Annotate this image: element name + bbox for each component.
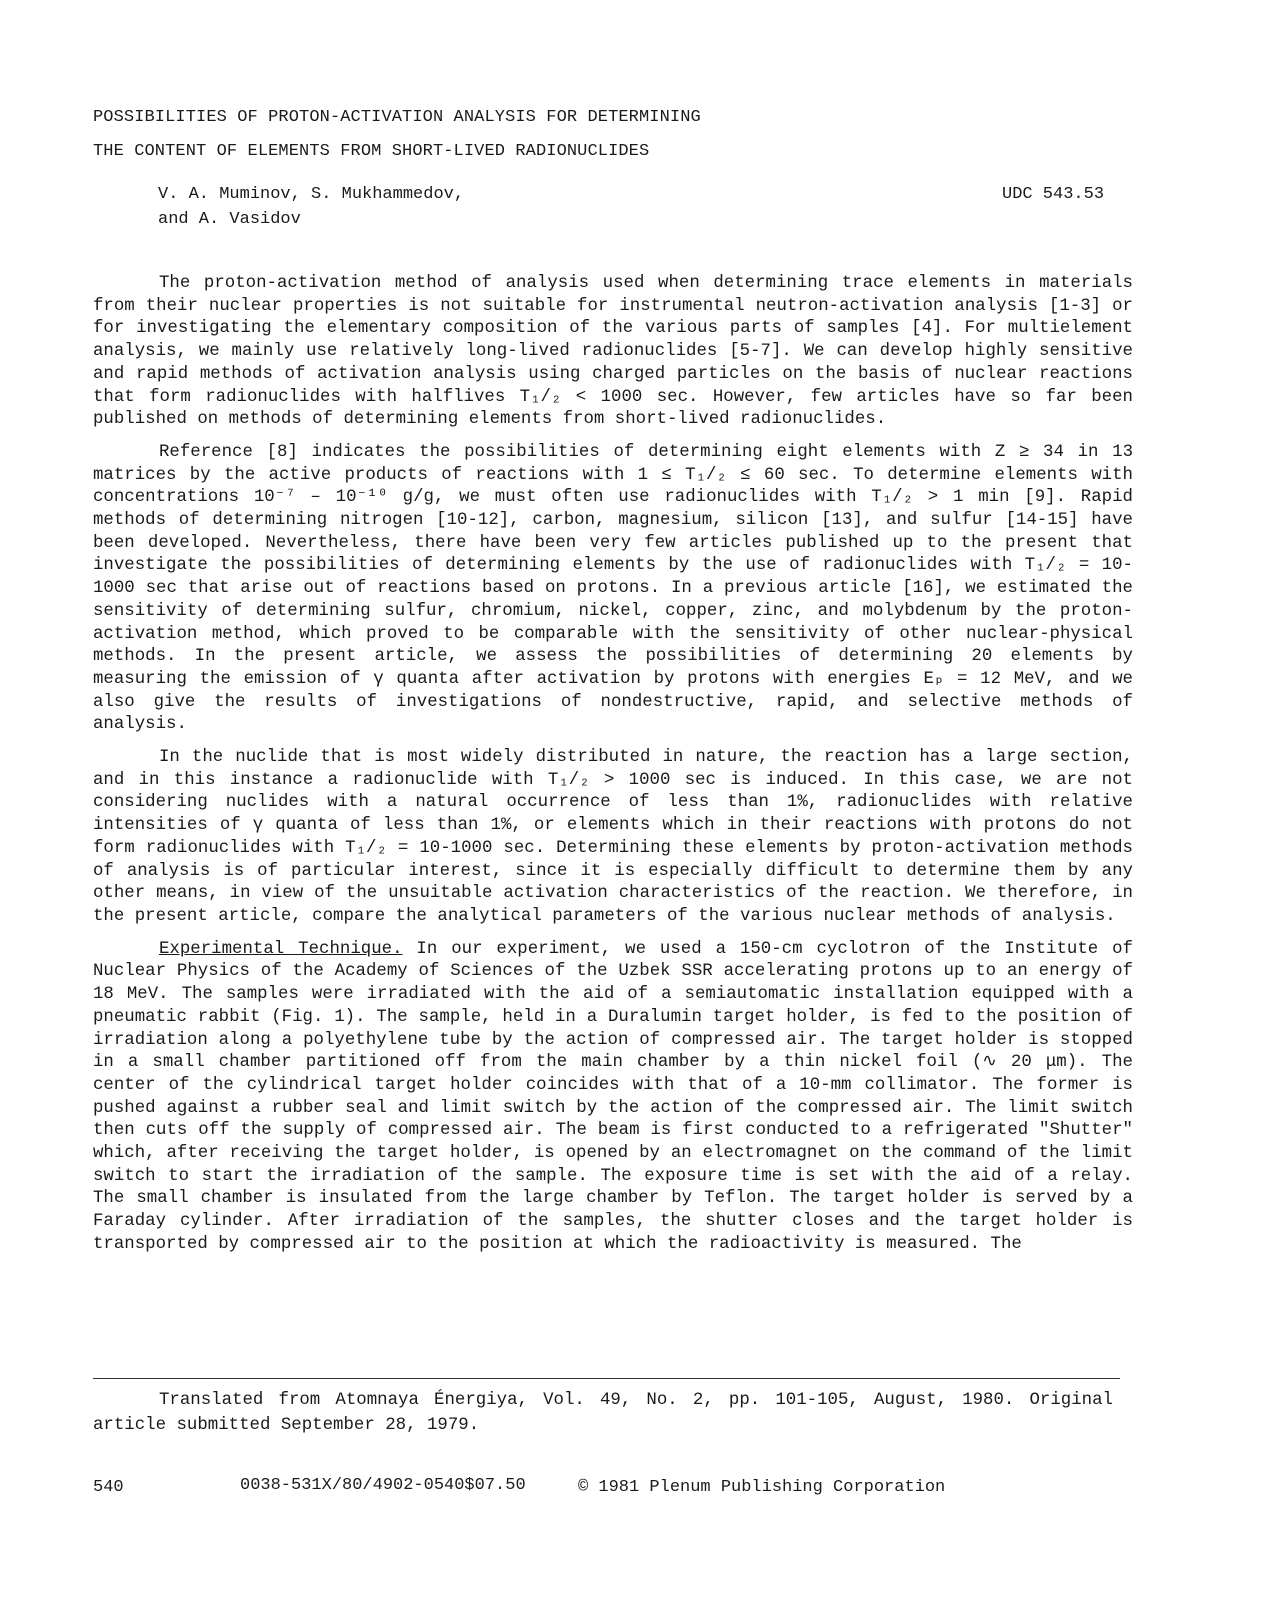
title-line-1: POSSIBILITIES OF PROTON-ACTIVATION ANALYSIS FOR DETERMINING: [93, 108, 701, 127]
article-title: [93, 101, 701, 169]
copyright-notice: © 1981 Plenum Publishing Corporation: [578, 1478, 946, 1497]
section-heading-experimental-technique: Experimental Technique.: [159, 939, 403, 959]
paragraph-4-text: In our experiment, we used a 150-cm cyclotron of the Institute of Nuclear Physics of the Academy of Sciences of the Uzbek SSR accelerating protons up to an energy of 18 MeV. The samples were irradiated with the aid of a semiautomatic installation equipped with a pneumatic rabbit (Fig. 1). The sample, held in a Duralumin target holder, is fed to the position of irradiation along a polyethylene tube by the action of compressed air. The target holder is stopped in a small chamber partitioned off from the main chamber by a thin nickel foil (∿ 20 μm). The center of the cylindrical target holder coincides with that of a 10-mm collimator. The former is pushed against a rubber seal and limit switch by the action of the compressed air. The limit switch then cuts off the supply of compressed air. The beam is first conducted to a refrigerated "Shutter" which, after receiving the target holder, is opened by an electromagnet on the command of the limit switch to start the irradiation of the sample. The exposure time is set with the aid of a relay. The small chamber is insulated from the large chamber by Teflon. The target holder is served by a Faraday cylinder. After irradiation of the samples, the shutter closes and the target holder is transported by compressed air to the position at which the radioactivity is measured. The: [93, 939, 1133, 1254]
authors: [158, 182, 464, 232]
authors-line-1: V. A. Muminov, S. Mukhammedov,: [158, 185, 465, 204]
publication-code: 0038-531X/80/4902-0540$07.50: [240, 1476, 526, 1495]
authors-line-2: and A. Vasidov: [158, 210, 301, 229]
article-body: [93, 273, 1133, 1267]
footnote-text: Translated from Atomnaya Énergiya, Vol. 49, No. 2, pp. 101-105, August, 1980. Original article submitted September 28, 1979.: [93, 1391, 1113, 1435]
page-number: 540: [93, 1478, 124, 1497]
translation-footnote: [93, 1388, 1113, 1438]
paragraph-1: The proton-activation method of analysis used when determining trace elements in materials from their nuclear properties is not suitable for instrumental neutron-activation analysis [1-3] or for investigating the elementary composition of the various parts of samples [4]. For multielement analysis, we mainly use relatively long-lived radionuclides [5-7]. We can develop highly sensitive and rapid methods of activation analysis using charged particles on the basis of nuclear reactions that form radionuclides with halflives T₁/₂ < 1000 sec. However, few articles have so far been published on methods of determining elements from short-lived radionuclides.: [93, 274, 1133, 430]
title-line-2: THE CONTENT OF ELEMENTS FROM SHORT-LIVED RADIONUCLIDES: [93, 142, 650, 161]
footnote-divider: [93, 1378, 1120, 1379]
udc-code: UDC 543.53: [1002, 185, 1105, 204]
paragraph-4: [93, 939, 1133, 1257]
paragraph-3: In the nuclide that is most widely distributed in nature, the reaction has a large section, and in this instance a radionuclide with T₁/₂ > 1000 sec is induced. In this case, we are not considering nuclides with a natural occurrence of less than 1%, radionuclides with relative intensities of γ quanta of less than 1%, or elements which in their reactions with protons do not form radionuclides with T₁/₂ = 10-1000 sec. Determining these elements by proton-activation methods of analysis is of particular interest, since it is especially difficult to determine them by any other means, in view of the unsuitable activation characteristics of the reaction. We therefore, in the present article, compare the analytical parameters of the various nuclear methods of analysis.: [93, 748, 1133, 926]
paragraph-2: Reference [8] indicates the possibilities of determining eight elements with Z ≥ 34 in 13 matrices by the active products of reactions with 1 ≤ T₁/₂ ≤ 60 sec. To determine elements with concentrations 10⁻⁷ – 10⁻¹⁰ g/g, we must often use radionuclides with T₁/₂ > 1 min [9]. Rapid methods of determining nitrogen [10-12], carbon, magnesium, silicon [13], and sulfur [14-15] have been developed. Nevertheless, there have been very few articles published up to the present that investigate the possibilities of determining elements by the use of radionuclides with T₁/₂ = 10-1000 sec that arise out of reactions based on protons. In a previous article [16], we estimated the sensitivity of determining sulfur, chromium, nickel, copper, zinc, and molybdenum by the proton-activation method, which proved to be comparable with the sensitivity of other nuclear-physical methods. In the present article, we assess the possibilities of determining 20 elements by measuring the emission of γ quanta after activation by protons with energies Eₚ = 12 MeV, and we also give the results of investigations of nondestructive, rapid, and selective methods of analysis.: [93, 442, 1133, 735]
